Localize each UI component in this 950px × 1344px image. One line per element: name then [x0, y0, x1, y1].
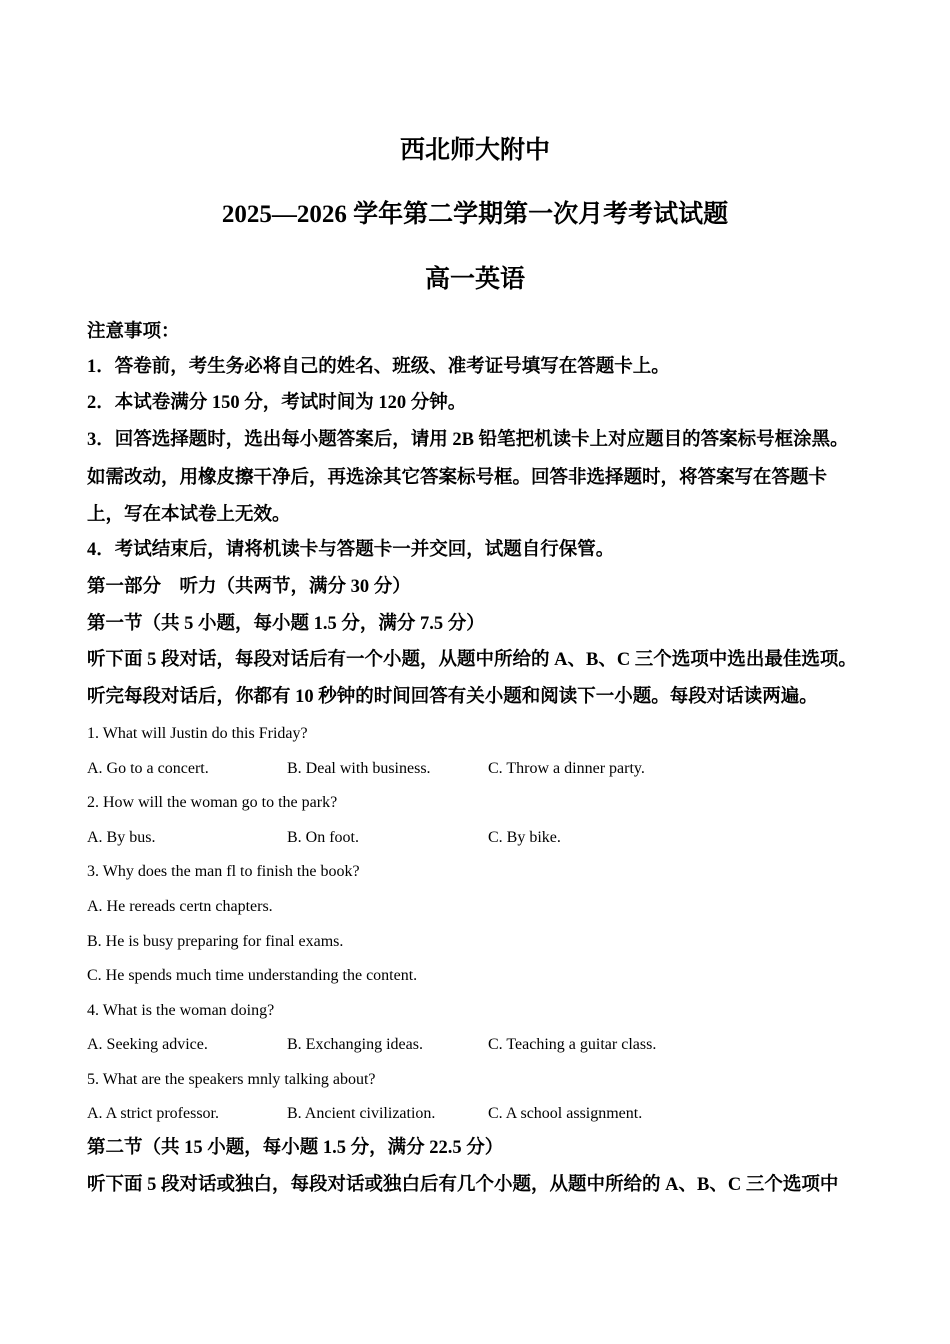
question-1-stem: 1. What will Justin do this Friday?: [87, 725, 308, 742]
question-4-option-c: C. Teaching a guitar class.: [488, 1036, 657, 1053]
question-2-stem: 2. How will the woman go to the park?: [87, 794, 338, 811]
notice-item-3-line-3: 上，写在本试卷上无效。: [87, 505, 291, 525]
question-3-option-a: A. He rereads certn chapters.: [87, 898, 273, 915]
notice-item-3-line-2: 如需改动，用橡皮擦干净后，再选涂其它答案标号框。回答非选择题时，将答案写在答题卡: [87, 468, 828, 488]
subject-title: 高一英语: [424, 266, 525, 293]
question-4-stem: 4. What is the woman doing?: [87, 1002, 275, 1019]
exam-title: 2025—2026 学年第二学期第一次月考考试试题: [221, 201, 729, 228]
question-2-option-a: A. By bus.: [87, 829, 156, 846]
section2-instruction-line-1: 听下面 5 段对话或独白，每段对话或独白后有几个小题，从题中所给的 A、B、C 三个选项中: [87, 1175, 839, 1195]
section2-heading: 第二节（共 15 小题，每小题 1.5 分，满分 22.5 分）: [87, 1138, 504, 1158]
question-1-option-b: B. Deal with business.: [287, 760, 431, 777]
question-5-option-c: C. A school assignment.: [488, 1105, 643, 1122]
question-3-option-b: B. He is busy preparing for final exams.: [87, 933, 344, 950]
question-4-option-a: A. Seeking advice.: [87, 1036, 208, 1053]
part1-heading: 第一部分 听力（共两节，满分 30 分）: [87, 577, 411, 597]
question-5-option-a: A. A strict professor.: [87, 1105, 219, 1122]
question-1-option-a: A. Go to a concert.: [87, 760, 209, 777]
notice-heading: 注意事项：: [87, 322, 180, 342]
question-5-option-b: B. Ancient civilization.: [287, 1105, 436, 1122]
school-name: 西北师大附中: [399, 137, 550, 164]
section1-heading: 第一节（共 5 小题，每小题 1.5 分，满分 7.5 分）: [87, 614, 485, 634]
question-1-option-c: C. Throw a dinner party.: [488, 760, 645, 777]
section1-instruction-line-1: 听下面 5 段对话，每段对话后有一个小题，从题中所给的 A、B、C 三个选项中选出最佳选项。: [87, 650, 857, 670]
question-2-option-c: C. By bike.: [488, 829, 561, 846]
question-4-option-b: B. Exchanging ideas.: [287, 1036, 423, 1053]
section1-instruction-line-2: 听完每段对话后，你都有 10 秒钟的时间回答有关小题和阅读下一小题。每段对话读两遍。: [87, 687, 818, 707]
question-3-stem: 3. Why does the man fl to finish the book?: [87, 863, 360, 880]
notice-item-4: 4．考试结束后，请将机读卡与答题卡一并交回，试题自行保管。: [87, 540, 615, 560]
question-5-stem: 5. What are the speakers mnly talking about?: [87, 1071, 376, 1088]
notice-item-2: 2．本试卷满分 150 分，考试时间为 120 分钟。: [87, 393, 467, 413]
notice-item-3-line-1: 3．回答选择题时，选出每小题答案后，请用 2B 铅笔把机读卡上对应题目的答案标号框涂黑。: [87, 430, 849, 450]
notice-item-1: 1．答卷前，考生务必将自己的姓名、班级、准考证号填写在答题卡上。: [87, 357, 670, 377]
question-2-option-b: B. On foot.: [287, 829, 359, 846]
question-3-option-c: C. He spends much time understanding the content.: [87, 967, 418, 984]
